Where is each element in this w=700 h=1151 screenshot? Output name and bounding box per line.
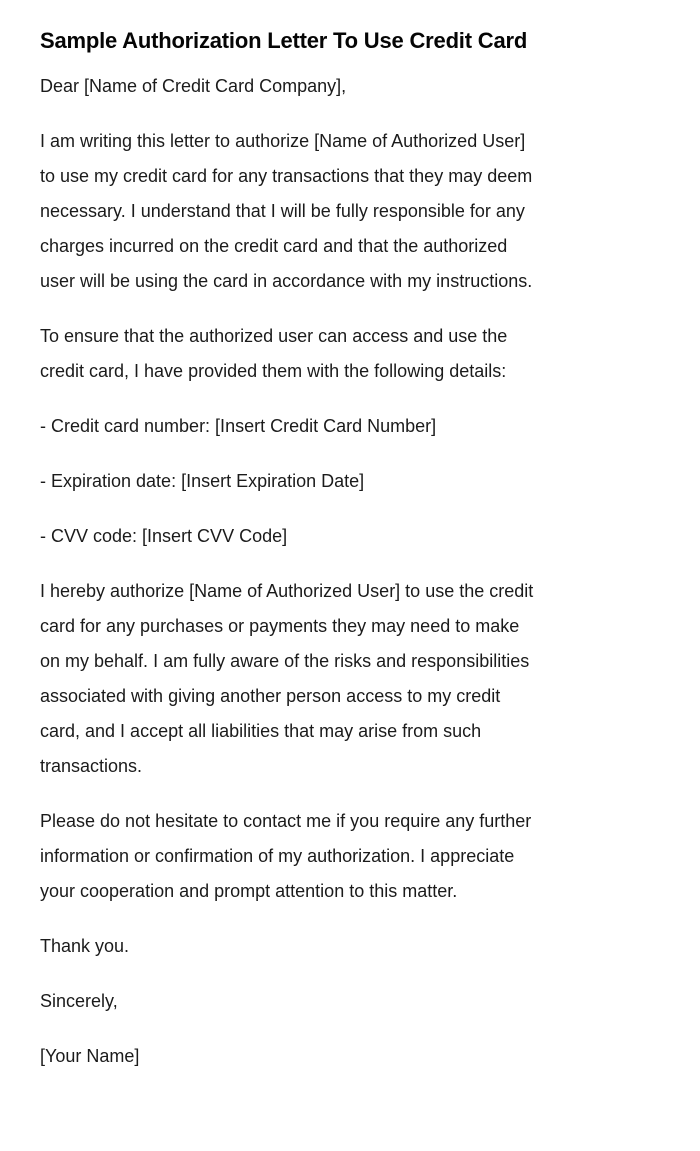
letter-line: card for any purchases or payments they may need to make (40, 616, 520, 636)
letter-line: transactions. (40, 756, 143, 776)
letter-document (0, 28, 700, 1074)
detail-expiration-date (40, 464, 670, 499)
closing-line (40, 984, 670, 1019)
letter-line: information or confirmation of my authorization. I appreciate (40, 846, 515, 866)
letter-line: - CVV code: [Insert CVV Code] (40, 526, 288, 546)
letter-line: - Expiration date: [Insert Expiration Date] (40, 471, 365, 491)
letter-line: [Your Name] (40, 1046, 140, 1066)
details-intro-paragraph (40, 319, 670, 389)
letter-line: necessary. I understand that I will be fully responsible for any (40, 201, 525, 221)
letter-line: Sincerely, (40, 991, 118, 1011)
letter-line: To ensure that the authorized user can access and use the (40, 326, 508, 346)
letter-line: card, and I accept all liabilities that may arise from such (40, 721, 482, 741)
letter-line: user will be using the card in accordance with my instructions. (40, 271, 533, 291)
contact-request-paragraph (40, 804, 670, 909)
salutation (40, 69, 670, 104)
page-title: Sample Authorization Letter To Use Credit Card (40, 28, 528, 53)
detail-cvv-code (40, 519, 670, 554)
letter-line: Please do not hesitate to contact me if you require any further (40, 811, 532, 831)
letter-line: I hereby authorize [Name of Authorized User] to use the credit (40, 581, 534, 601)
letter-line: Thank you. (40, 936, 130, 956)
authorization-intro-paragraph (40, 124, 670, 299)
letter-line: to use my credit card for any transactions that they may deem (40, 166, 533, 186)
letter-line: associated with giving another person access to my credit (40, 686, 501, 706)
detail-credit-card-number (40, 409, 670, 444)
letter-line: your cooperation and prompt attention to this matter. (40, 881, 458, 901)
authorization-scope-paragraph (40, 574, 670, 784)
letter-line: - Credit card number: [Insert Credit Card Number] (40, 416, 437, 436)
letter-line: I am writing this letter to authorize [Name of Authorized User] (40, 131, 526, 151)
letter-line: credit card, I have provided them with the following details: (40, 361, 507, 381)
letter-line: charges incurred on the credit card and that the authorized (40, 236, 508, 256)
letter-line: on my behalf. I am fully aware of the risks and responsibilities (40, 651, 530, 671)
letter-line: Dear [Name of Credit Card Company], (40, 76, 347, 96)
thank-you-line (40, 929, 670, 964)
signature-placeholder (40, 1039, 670, 1074)
